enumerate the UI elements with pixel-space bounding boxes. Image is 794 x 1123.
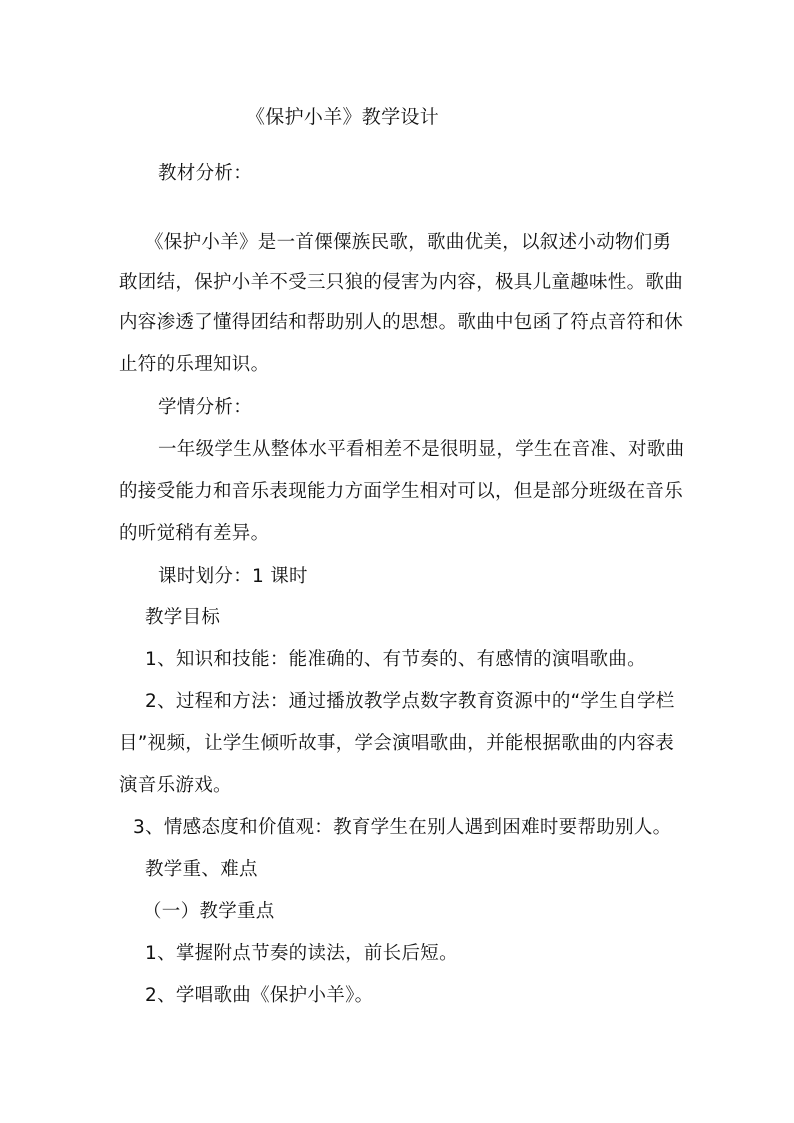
goal-item-1: 1、知识和技能：能准确的、有节奏的、有感情的演唱歌曲。 <box>145 649 646 670</box>
material-analysis-heading: 教材分析： <box>158 163 253 184</box>
key-points-subheading: （一）教学重点 <box>143 901 275 922</box>
document-title: 《保护小羊》教学设计 <box>246 106 440 128</box>
lesson-division: 课时划分：1 课时 <box>158 566 308 587</box>
key-point-item: 1、掌握附点节奏的读法，前长后短。 <box>145 943 458 964</box>
goal-item-2-line: 2、过程和方法：通过播放教学点数字教育资源中的“学生自学栏 <box>145 691 675 712</box>
paragraph-line: 敢团结，保护小羊不受三只狼的侵害为内容，极具儿童趣味性。歌曲 <box>119 272 684 293</box>
paragraph-line: 的听觉稍有差异。 <box>119 523 270 544</box>
goal-item-2-line: 演音乐游戏。 <box>119 775 232 796</box>
paragraph-line: 内容渗透了懂得团结和帮助别人的思想。歌曲中包函了符点音符和休 <box>119 312 684 333</box>
key-point-item: 2、学唱歌曲《保护小羊》。 <box>145 985 374 1006</box>
teaching-goals-heading: 教学目标 <box>145 607 221 628</box>
goal-item-2-line: 目”视频，让学生倾听故事，学会演唱歌曲，并能根据歌曲的内容表 <box>119 733 675 754</box>
key-points-heading: 教学重、难点 <box>145 859 258 880</box>
goal-item-3: 3、情感态度和价值观：教育学生在别人遇到困难时要帮助别人。 <box>133 817 672 838</box>
paragraph-line: 止符的乐理知识。 <box>119 354 270 375</box>
paragraph-line: 一年级学生从整体水平看相差不是很明显，学生在音准、对歌曲 <box>158 439 685 460</box>
paragraph-line: 的接受能力和音乐表现能力方面学生相对可以，但是部分班级在音乐 <box>119 481 684 502</box>
student-analysis-heading: 学情分析： <box>158 397 253 418</box>
paragraph-line: 《保护小羊》是一首傈僳族民歌，歌曲优美，以叙述小动物们勇 <box>145 232 672 253</box>
